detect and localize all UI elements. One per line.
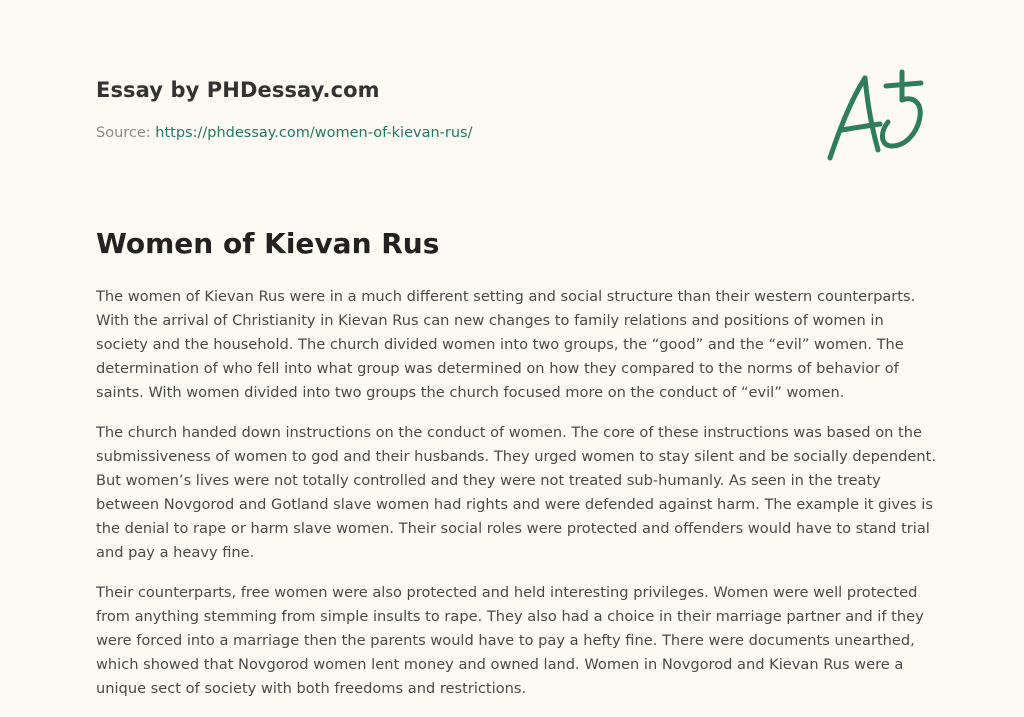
site-title: Essay by PHDessay.com: [96, 78, 380, 102]
essay-paragraph: The women of Kievan Rus were in a much different setting and social structure than their western counterparts. With the arrival of Christianity in Kievan Rus can new changes to family relations and positions of women in society and the household. The church divided women into two groups, the “good” and the “evil” women. The determination of who fell into what group was determined on how they compared to the norms of behavior of saints. With women divided into two groups the church focused more on the conduct of “evil” women.: [96, 288, 916, 401]
essay-title: Women of Kievan Rus: [96, 227, 440, 260]
a-plus-grade-icon: [822, 68, 926, 164]
essay-body: [96, 285, 936, 717]
source-label: Source:: [96, 125, 156, 141]
source-line: [96, 124, 472, 142]
essay-paragraph: Their counterparts, free women were also protected and held interesting privileges. Women were well protected from anything stemming from simple insults to rape. They also had a choice in their marriage partner and if they were forced into a marriage then the parents would have to pay a hefty fine. There were documents unearthed, which showed that Novgorod women lent money and owned land. Women in Novgorod and Kievan Rus were a unique sect of society with both freedoms and restrictions.: [96, 584, 924, 697]
essay-paragraph: The church handed down instructions on the conduct of women. The core of these instructions was based on the submissiveness of women to god and their husbands. They urged women to stay silent and be socially dependent. But women’s lives were not totally controlled and they were not treated sub-humanly. As seen in the treaty between Novgorod and Gotland slave women had rights and were defended against harm. The example it gives is the denial to rape or harm slave women. Their social roles were protected and offenders would have to stand trial and pay a heavy fine.: [96, 424, 936, 561]
source-link[interactable]: https://phdessay.com/women-of-kievan-rus/: [155, 125, 473, 141]
